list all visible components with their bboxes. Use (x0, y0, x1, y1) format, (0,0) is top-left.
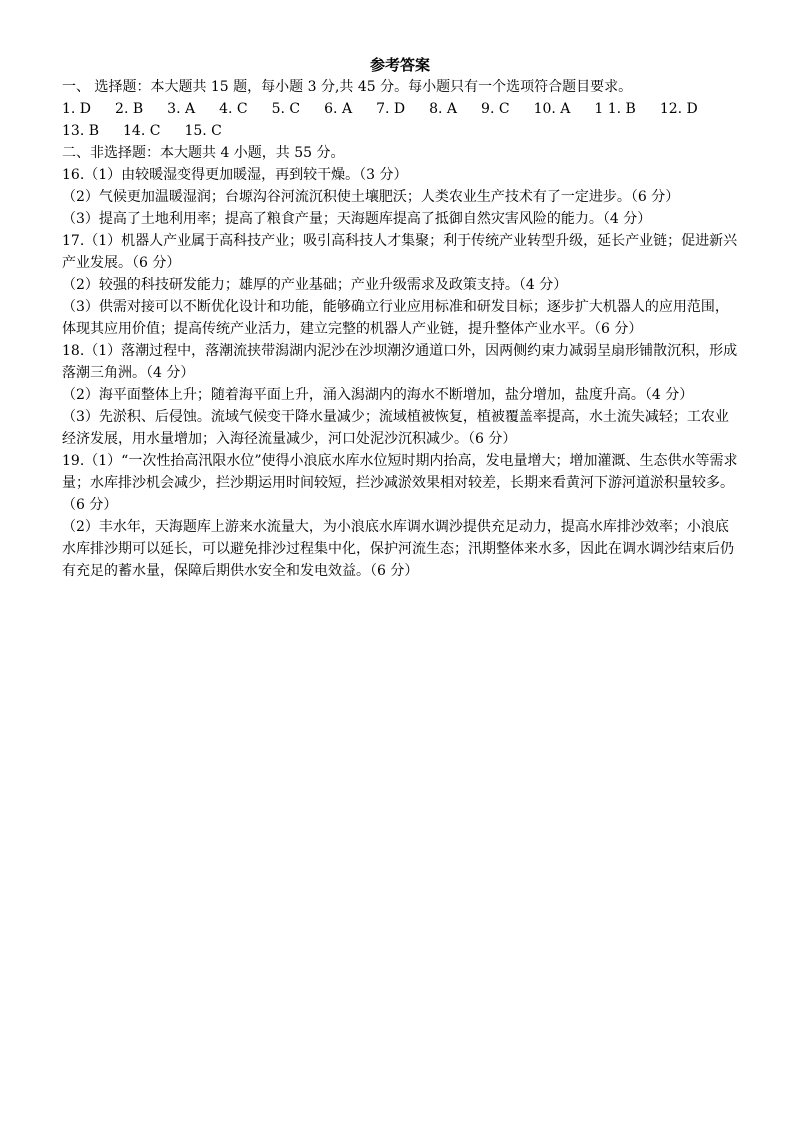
answer-18-1: 18.（1）落潮过程中，落潮流挟带潟湖内泥沙在沙坝潮汐通道口外，因两侧约束力减弱呈扇形铺散沉积，形成落潮三角洲。（4 分） (62, 343, 738, 381)
answer-item: 1. D (62, 101, 92, 117)
answer-item: 4. C (219, 101, 248, 117)
answer-19-2: （2）丰水年，天海题库上游来水流量大，为小浪底水库调水调沙提供充足动力，提高水库排沙效率；小浪底水库排沙期可以延长，可以避免排沙过程集中化，保护河流生态；汛期整体来水多，因此在调水调沙结束后仍有充足的蓄水量，保障后期供水安全和发电效益。（6 分） (62, 519, 734, 579)
answer-document (62, 54, 738, 582)
answer-17-3: （3）供需对接可以不断优化设计和功能，能够确立行业应用标准和研发目标；逐步扩大机器人的应用范围，体现其应用价值；提高传统产业活力，建立完整的机器人产业链，提升整体产业水平。（6 分） (62, 299, 729, 337)
page-title: 参考答案 (369, 56, 430, 74)
answer-item: 6. A (324, 101, 353, 117)
section-2-heading: 二、非选择题：本大题共 4 小题，共 55 分。 (62, 145, 345, 161)
section-1-heading: 一、 选择题：本大题共 15 题，每小题 3 分,共 45 分。每小题只有一个选项符合题目要求。 (62, 79, 633, 95)
answer-item: 5. C (271, 101, 301, 117)
answer-item: 15. C (184, 123, 222, 139)
answer-17-2: （2）较强的科技研发能力；雄厚的产业基础；产业升级需求及政策支持。（4 分） (62, 277, 568, 293)
answer-18-3: （3）先淤积、后侵蚀。流域气候变干降水量减少；流域植被恢复，植被覆盖率提高，水土流失减轻；工农业经济发展，用水量增加；入海径流量减少，河口处泥沙沉积减少。（6 分） (62, 409, 729, 447)
answer-17-1: 17.（1）机器人产业属于高科技产业；吸引高科技人才集聚；利于传统产业转型升级，延长产业链；促进新兴产业发展。（6 分） (62, 233, 738, 271)
answer-18-2: （2）海平面整体上升；随着海平面上升，涌入潟湖内的海水不断增加，盐分增加，盐度升高。（4 分） (62, 387, 694, 403)
answer-item: 12. D (659, 101, 698, 117)
answer-19-1: 19.（1）“一次性抬高汛限水位”使得小浪底水库水位短时期内抬高，发电量增大；增加灌溉、生态供水等需求量；水库排沙机会减少，拦沙期运用时间较短，拦沙减淤效果相对较差，长期来看黄河下游河道淤积量较多。（6 分） (62, 453, 738, 513)
answer-item: 10. A (533, 101, 571, 117)
answer-item: 1 1. B (594, 101, 636, 117)
answer-item: 9. C (481, 101, 510, 117)
answer-16-1: 16.（1）由较暖湿变得更加暖湿，再到较干燥。（3 分） (62, 167, 408, 183)
multiple-choice-answers (62, 98, 738, 142)
answer-16-2: （2）气候更加温暖湿润；台塬沟谷河流沉积使土壤肥沃；人类农业生产技术有了一定进步。（6 分） (62, 189, 680, 205)
answer-item: 13. B (62, 123, 100, 139)
answer-item: 3. A (167, 101, 196, 117)
answer-16-3: （3）提高了土地利用率；提高了粮食产量；天海题库提高了抵御自然灾害风险的能力。（4 分） (62, 211, 652, 227)
answer-item: 8. A (429, 101, 458, 117)
answer-item: 2. B (115, 101, 144, 117)
answer-item: 14. C (123, 123, 161, 139)
answer-item: 7. D (376, 101, 406, 117)
